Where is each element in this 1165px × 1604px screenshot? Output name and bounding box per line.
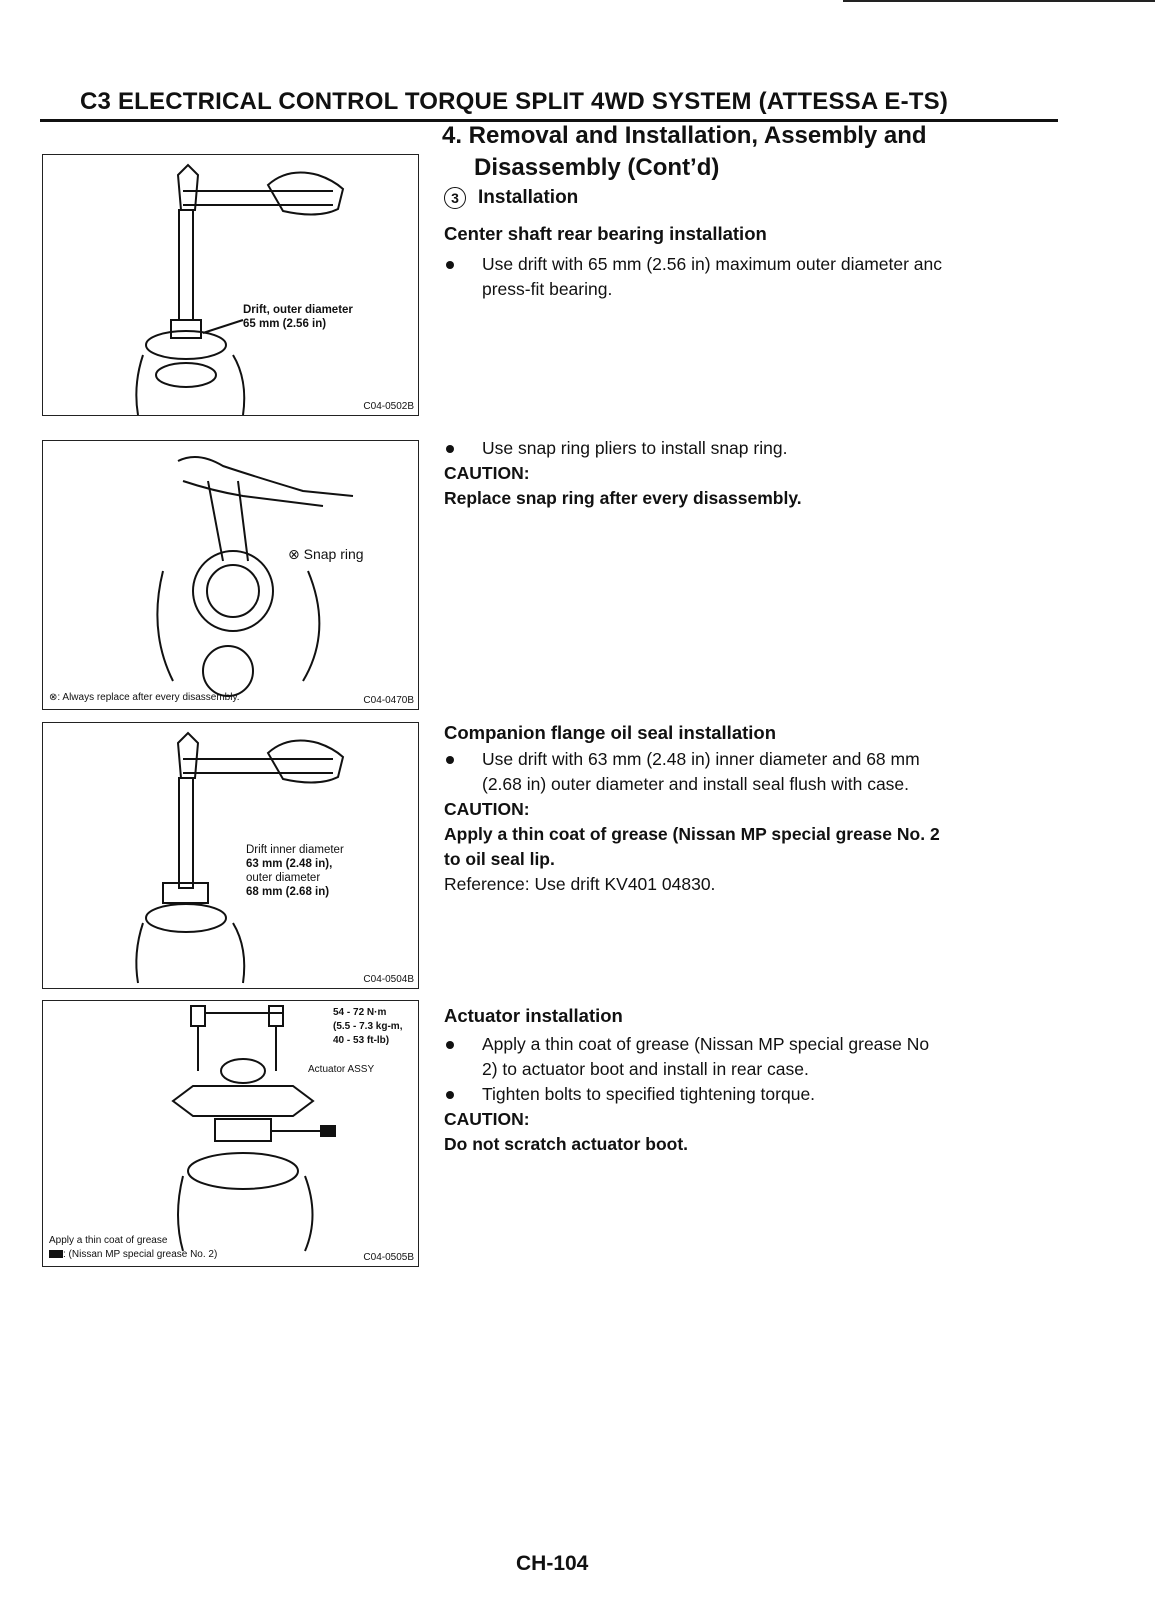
fig3-code: C04-0504B bbox=[363, 974, 414, 985]
step-number-badge: 3 bbox=[444, 187, 466, 209]
figure-oil-seal bbox=[42, 722, 419, 989]
fig4-part-label: Actuator ASSY bbox=[308, 1064, 375, 1075]
oil-seal-bullet-line2: (2.68 in) outer diameter and install seal flush with case. bbox=[482, 774, 910, 794]
no-reuse-icon: ⊗ bbox=[49, 692, 58, 703]
section-title-line1: 4. Removal and Installation, Assembly and bbox=[442, 122, 927, 149]
bearing-installation-block bbox=[444, 221, 1064, 302]
oil-seal-reference: Reference: Use drift KV401 04830. bbox=[444, 874, 716, 894]
fig2-snap-ring-label bbox=[288, 547, 364, 561]
snap-ring-pliers-illustration bbox=[43, 441, 418, 709]
oil-seal-heading: Companion flange oil seal installation bbox=[444, 722, 777, 743]
fig4-torque-line1: 54 - 72 N·m bbox=[333, 1007, 387, 1018]
bearing-bullet bbox=[444, 252, 1064, 302]
snap-ring-block bbox=[444, 436, 1064, 511]
fig3-label-line1: Drift inner diameter bbox=[246, 844, 344, 856]
figure-snap-ring bbox=[42, 440, 419, 710]
actuator-bullet2: Tighten bolts to specified tightening torque. bbox=[444, 1082, 1064, 1107]
snap-ring-caution-text: Replace snap ring after every disassembly. bbox=[444, 488, 802, 508]
bearing-bullet-line1: Use drift with 65 mm (2.56 in) maximum outer diameter anc bbox=[482, 254, 943, 274]
actuator-heading: Actuator installation bbox=[444, 1005, 623, 1026]
actuator-bullet1 bbox=[444, 1032, 1064, 1082]
fig4-torque-line2: (5.5 - 7.3 kg-m, bbox=[333, 1021, 403, 1032]
fig4-code: C04-0505B bbox=[363, 1252, 414, 1263]
actuator-caution-text: Do not scratch actuator boot. bbox=[444, 1134, 689, 1154]
actuator-bullet1-line2: 2) to actuator boot and install in rear case. bbox=[482, 1059, 809, 1079]
step-label: Installation bbox=[478, 187, 579, 208]
fig1-code: C04-0502B bbox=[363, 401, 414, 412]
oil-seal-caution-line2: to oil seal lip. bbox=[444, 849, 555, 869]
fig2-snap-ring-text: Snap ring bbox=[303, 546, 364, 562]
oil-seal-block bbox=[444, 720, 1064, 897]
oil-seal-drift-illustration bbox=[43, 723, 418, 988]
fig2-note-text: : Always replace after every disassembly. bbox=[57, 692, 240, 703]
top-edge-rule bbox=[843, 0, 1155, 2]
fig1-label-line1: Drift, outer diameter bbox=[243, 304, 353, 316]
fig4-torque-line3: 40 - 53 ft-lb) bbox=[333, 1035, 390, 1046]
snap-ring-bullet: Use snap ring pliers to install snap ring. bbox=[444, 436, 1064, 461]
section-title-line2: Disassembly (Cont’d) bbox=[474, 154, 720, 181]
bearing-installation-heading: Center shaft rear bearing installation bbox=[444, 223, 767, 244]
oil-seal-caution-line1: Apply a thin coat of grease (Nissan MP special grease No. 2 bbox=[444, 824, 940, 844]
fig4-note-line2 bbox=[49, 1248, 217, 1262]
fig3-label-line3: outer diameter bbox=[246, 872, 321, 884]
step-heading bbox=[444, 187, 578, 209]
figure-actuator bbox=[42, 1000, 419, 1267]
grease-icon bbox=[49, 1250, 63, 1258]
fig2-code: C04-0470B bbox=[363, 695, 414, 706]
drift-hammer-illustration bbox=[43, 155, 418, 415]
no-reuse-icon: ⊗ bbox=[288, 546, 300, 562]
bearing-bullet-line2: press-fit bearing. bbox=[482, 279, 613, 299]
section-title bbox=[442, 120, 927, 184]
actuator-block bbox=[444, 1003, 1064, 1157]
fig3-label-line4: 68 mm (2.68 in) bbox=[246, 886, 330, 898]
page-header: C3 ELECTRICAL CONTROL TORQUE SPLIT 4WD SYSTEM (ATTESSA E-TS) bbox=[80, 88, 949, 115]
actuator-bullet1-line1: Apply a thin coat of grease (Nissan MP special grease No bbox=[482, 1034, 930, 1054]
fig3-label-line2: 63 mm (2.48 in), bbox=[246, 858, 333, 870]
fig4-note-line2-text: : (Nissan MP special grease No. 2) bbox=[63, 1249, 218, 1260]
fig1-label-line2: 65 mm (2.56 in) bbox=[243, 318, 327, 330]
oil-seal-bullet-line1: Use drift with 63 mm (2.48 in) inner diameter and 68 mm bbox=[482, 749, 920, 769]
figure-bearing-installation bbox=[42, 154, 419, 416]
actuator-caution-label: CAUTION: bbox=[444, 1109, 530, 1129]
oil-seal-caution-label: CAUTION: bbox=[444, 799, 530, 819]
fig2-note bbox=[49, 691, 240, 705]
snap-ring-caution-label: CAUTION: bbox=[444, 463, 530, 483]
oil-seal-bullet bbox=[444, 747, 1064, 797]
page-number: CH-104 bbox=[516, 1552, 589, 1575]
fig4-note-line1: Apply a thin coat of grease bbox=[49, 1235, 168, 1246]
